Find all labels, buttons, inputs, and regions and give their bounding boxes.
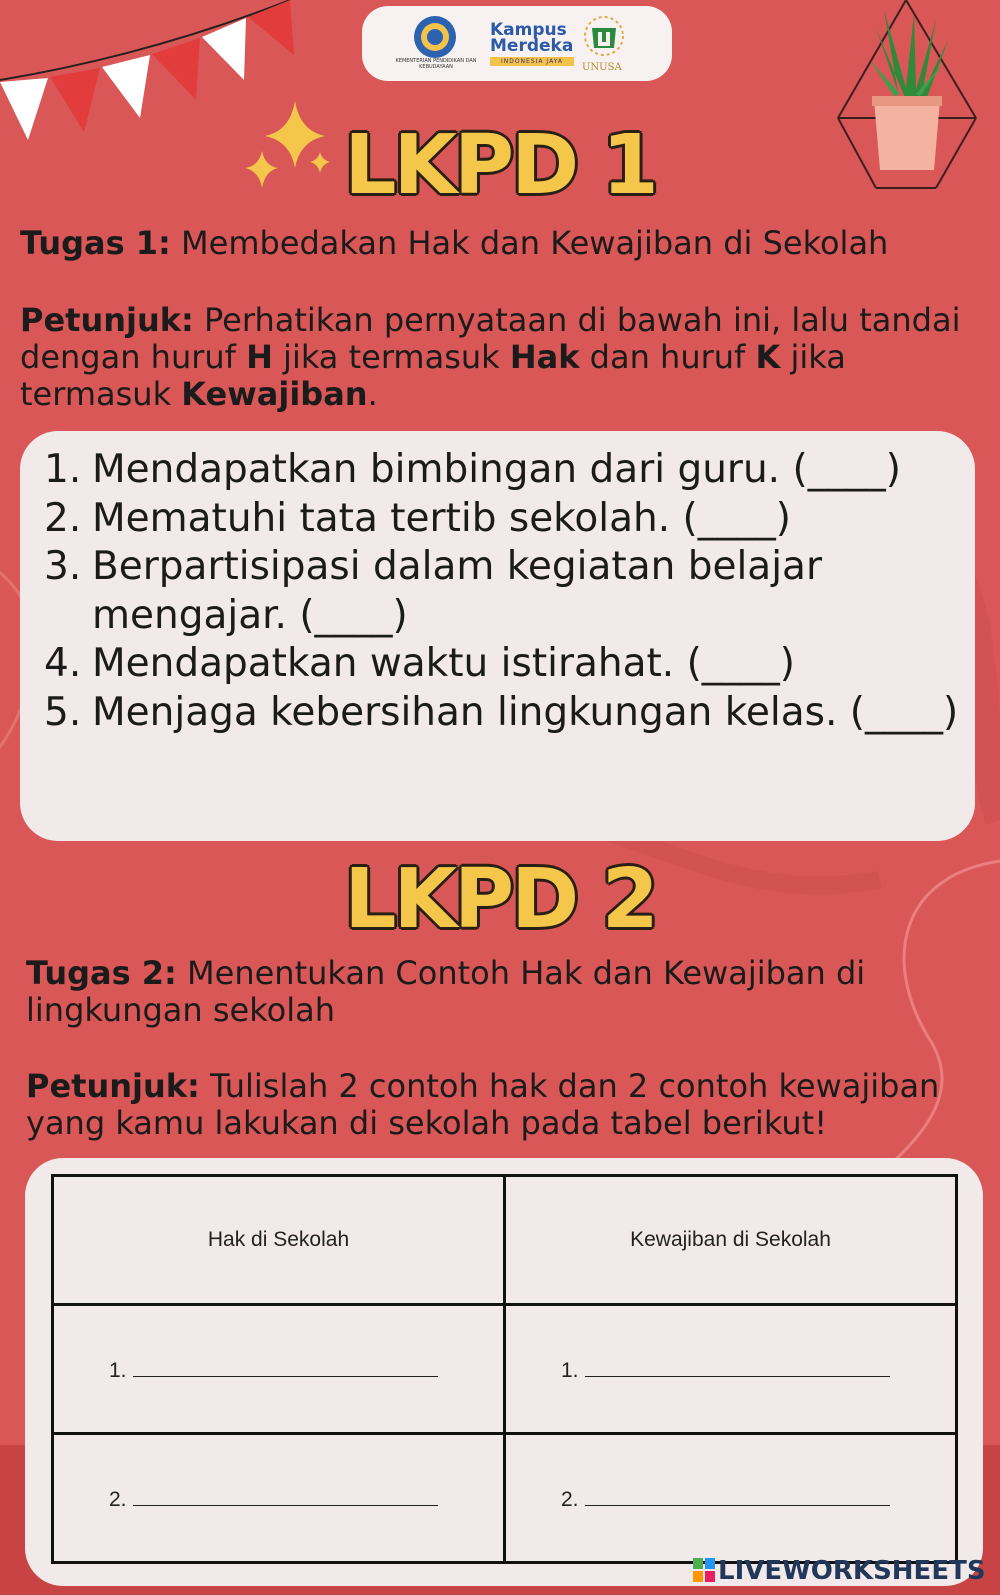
row-number: 1. [109,1358,127,1382]
table-row [53,1434,957,1563]
word-hak: Hak [509,338,580,376]
statement-text[interactable]: Mendapatkan waktu istirahat. (____) [92,641,796,686]
statement-number: 5. [44,689,82,735]
kampus-merdeka-tagline: INDONESIA JAYA [490,57,574,66]
answer-blank[interactable] [585,1356,890,1377]
statement-text[interactable]: Mematuhi tata tertib sekolah. (____) [92,495,791,541]
statement-item [44,495,964,544]
column-header-kewajiban: Kewajiban di Sekolah [505,1176,957,1305]
answer-blank[interactable] [133,1356,438,1377]
instructions1-text-part: . [367,375,378,413]
task2-text: Menentukan Contoh Hak dan Kewajiban di lingkungan sekolah [26,954,866,1029]
table-cell-kewajiban [505,1305,957,1434]
instructions1-text-part: dan huruf [579,338,756,376]
statement-text[interactable]: Mendapatkan bimbingan dari guru. (____) [92,447,901,492]
task2-instructions [26,1068,996,1142]
statement-text[interactable]: Berpartisipasi dalam kegiatan belajar mengajar. (____) [92,544,822,638]
unusa-emblem-icon [580,14,628,60]
liveworksheets-logo[interactable] [693,1556,986,1586]
letter-k: K [755,338,781,376]
kemdikbud-emblem-icon [412,14,458,60]
instructions2-label: Petunjuk: [26,1067,200,1105]
kampus-merdeka-logo-text: Kampus Merdeka [490,20,574,56]
instructions1-label: Petunjuk: [20,301,194,339]
task1-heading [20,225,980,262]
statement-item [44,543,964,640]
kemdikbud-logo-text: KEMENTERIAN PENDIDIKAN DAN KEBUDAYAAN [395,58,477,70]
answer-blank[interactable] [133,1485,438,1506]
task1-instructions [20,302,980,413]
table-cell-hak [53,1434,505,1563]
task2-heading [26,955,976,1029]
column-header-hak: Hak di Sekolah [53,1176,505,1305]
statement-list [44,446,964,737]
letter-h: H [246,338,273,376]
row-number: 1. [561,1358,579,1382]
table-cell-kewajiban [505,1434,957,1563]
statement-number: 2. [44,495,82,541]
table-row [53,1305,957,1434]
answer-blank[interactable] [585,1485,890,1506]
instructions1-text-part: jika termasuk [272,338,510,376]
lkpd2-title: LKPD 2 [344,852,656,947]
statement-number: 4. [44,641,82,686]
liveworksheets-brand-text: LIVEWORKSHEETS [718,1556,986,1586]
statement-number: 3. [44,544,82,589]
statement-item [44,446,964,495]
instructions1-text-part: jika termasuk [20,338,846,413]
instructions1-text-part: Perhatikan pernyataan di bawah ini, lalu tandai dengan huruf [20,301,961,376]
row-number: 2. [561,1487,579,1511]
statement-text[interactable]: Menjaga kebersihan lingkungan kelas. (____) [92,689,959,735]
task1-label: Tugas 1: [20,224,171,262]
instructions2-text: Tulislah 2 contoh hak dan 2 contoh kewajiban yang kamu lakukan di sekolah pada tabel berikut! [26,1067,940,1142]
row-number: 2. [109,1487,127,1511]
statement-item [44,640,964,689]
rights-duties-table [51,1174,958,1564]
task1-text: Membedakan Hak dan Kewajiban di Sekolah [170,224,889,262]
liveworksheets-badge-icon [693,1558,715,1582]
statement-item [44,689,964,738]
word-kewajiban: Kewajiban [181,375,368,413]
table-cell-hak [53,1305,505,1434]
unusa-logo-text: UNUSA [582,62,622,73]
task2-label: Tugas 2: [26,954,177,992]
logo-bar [362,6,672,81]
statement-number: 1. [44,447,82,492]
lkpd1-title: LKPD 1 [344,118,656,213]
table-header-row [53,1176,957,1305]
